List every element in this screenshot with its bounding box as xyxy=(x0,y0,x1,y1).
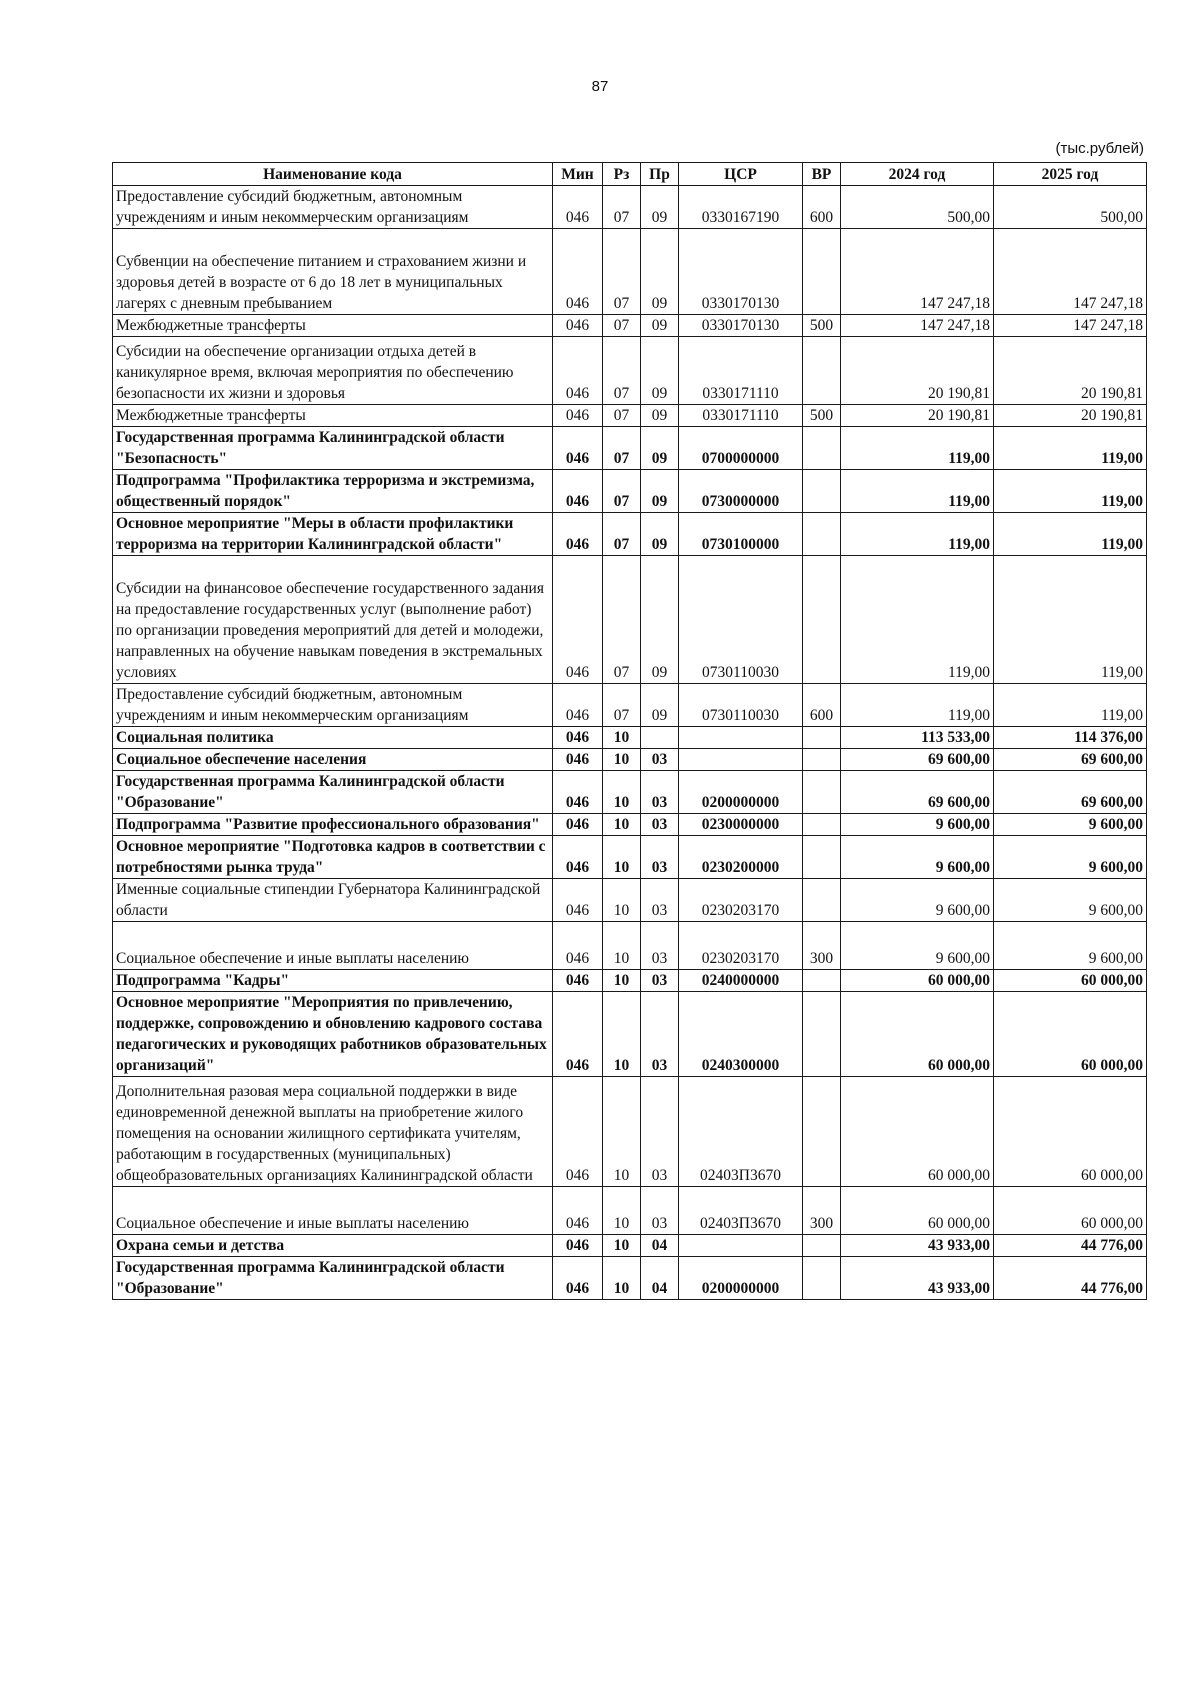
cell-pr: 09 xyxy=(641,337,679,405)
cell-vr xyxy=(803,1257,841,1300)
cell-2025: 119,00 xyxy=(994,556,1147,684)
cell-pr: 09 xyxy=(641,556,679,684)
cell-name: Подпрограмма "Развитие профессионального образования" xyxy=(113,814,553,836)
cell-2024: 9 600,00 xyxy=(841,836,994,879)
cell-rz: 10 xyxy=(603,970,641,992)
cell-name: Основное мероприятие "Подготовка кадров в соответствии с потребностями рынка труда" xyxy=(113,836,553,879)
table-row xyxy=(113,229,1147,315)
cell-pr: 03 xyxy=(641,879,679,922)
cell-csr: 0230200000 xyxy=(679,836,803,879)
cell-min: 046 xyxy=(553,922,603,970)
cell-vr xyxy=(803,1235,841,1257)
cell-name: Основное мероприятие "Мероприятия по привлечению, поддержке, сопровождению и обновлению кадрового состава педагогических и руководящих работников образовательных организаций" xyxy=(113,992,553,1077)
cell-pr: 03 xyxy=(641,1077,679,1187)
cell-rz: 07 xyxy=(603,337,641,405)
table-row xyxy=(113,684,1147,727)
cell-min: 046 xyxy=(553,315,603,337)
table-row xyxy=(113,427,1147,470)
cell-csr: 0700000000 xyxy=(679,427,803,470)
table-row xyxy=(113,992,1147,1077)
cell-vr: 500 xyxy=(803,315,841,337)
cell-pr: 09 xyxy=(641,427,679,470)
cell-pr: 09 xyxy=(641,229,679,315)
cell-2024: 60 000,00 xyxy=(841,1187,994,1235)
cell-name: Подпрограмма "Профилактика терроризма и экстремизма, общественный порядок" xyxy=(113,470,553,513)
cell-2025: 44 776,00 xyxy=(994,1257,1147,1300)
cell-2024: 60 000,00 xyxy=(841,970,994,992)
cell-rz: 07 xyxy=(603,186,641,229)
cell-vr xyxy=(803,427,841,470)
header-name: Наименование кода xyxy=(113,163,553,186)
cell-rz: 10 xyxy=(603,1257,641,1300)
table-row xyxy=(113,749,1147,771)
table-row xyxy=(113,836,1147,879)
cell-min: 046 xyxy=(553,727,603,749)
cell-name: Социальное обеспечение и иные выплаты населению xyxy=(113,922,553,970)
table-row xyxy=(113,337,1147,405)
table-row xyxy=(113,1077,1147,1187)
table-row xyxy=(113,879,1147,922)
cell-csr: 0230203170 xyxy=(679,879,803,922)
header-2024: 2024 год xyxy=(841,163,994,186)
table-row xyxy=(113,970,1147,992)
cell-csr: 0200000000 xyxy=(679,771,803,814)
header-csr: ЦСР xyxy=(679,163,803,186)
cell-2025: 114 376,00 xyxy=(994,727,1147,749)
cell-2025: 60 000,00 xyxy=(994,1187,1147,1235)
cell-rz: 10 xyxy=(603,1077,641,1187)
cell-rz: 07 xyxy=(603,229,641,315)
header-min: Мин xyxy=(553,163,603,186)
cell-name: Основное мероприятие "Меры в области профилактики терроризма на территории Калининградской области" xyxy=(113,513,553,556)
cell-csr: 0730110030 xyxy=(679,684,803,727)
cell-2025: 119,00 xyxy=(994,684,1147,727)
cell-pr: 09 xyxy=(641,513,679,556)
table-row xyxy=(113,727,1147,749)
cell-name: Социальная политика xyxy=(113,727,553,749)
cell-2024: 9 600,00 xyxy=(841,922,994,970)
cell-2024: 9 600,00 xyxy=(841,814,994,836)
cell-rz: 10 xyxy=(603,992,641,1077)
cell-name: Социальное обеспечение населения xyxy=(113,749,553,771)
cell-pr: 09 xyxy=(641,315,679,337)
cell-csr: 0730000000 xyxy=(679,470,803,513)
cell-2025: 119,00 xyxy=(994,427,1147,470)
cell-2025: 60 000,00 xyxy=(994,1077,1147,1187)
cell-2024: 9 600,00 xyxy=(841,879,994,922)
cell-min: 046 xyxy=(553,229,603,315)
cell-vr: 600 xyxy=(803,186,841,229)
cell-min: 046 xyxy=(553,1187,603,1235)
cell-vr xyxy=(803,836,841,879)
cell-pr xyxy=(641,727,679,749)
table-row xyxy=(113,1257,1147,1300)
cell-min: 046 xyxy=(553,992,603,1077)
cell-min: 046 xyxy=(553,556,603,684)
cell-rz: 10 xyxy=(603,1187,641,1235)
cell-min: 046 xyxy=(553,1257,603,1300)
cell-2025: 60 000,00 xyxy=(994,992,1147,1077)
cell-name: Государственная программа Калининградской области "Безопасность" xyxy=(113,427,553,470)
cell-vr xyxy=(803,814,841,836)
cell-min: 046 xyxy=(553,186,603,229)
cell-min: 046 xyxy=(553,1077,603,1187)
table-row xyxy=(113,556,1147,684)
cell-vr xyxy=(803,749,841,771)
cell-min: 046 xyxy=(553,684,603,727)
cell-rz: 10 xyxy=(603,771,641,814)
cell-2025: 69 600,00 xyxy=(994,771,1147,814)
cell-pr: 03 xyxy=(641,992,679,1077)
cell-csr: 0230203170 xyxy=(679,922,803,970)
cell-min: 046 xyxy=(553,513,603,556)
cell-min: 046 xyxy=(553,749,603,771)
cell-vr xyxy=(803,1077,841,1187)
cell-csr xyxy=(679,1235,803,1257)
cell-2024: 69 600,00 xyxy=(841,749,994,771)
cell-2024: 119,00 xyxy=(841,513,994,556)
cell-rz: 07 xyxy=(603,684,641,727)
cell-min: 046 xyxy=(553,427,603,470)
cell-name: Государственная программа Калининградской области "Образование" xyxy=(113,1257,553,1300)
cell-min: 046 xyxy=(553,771,603,814)
cell-pr: 09 xyxy=(641,186,679,229)
cell-csr: 02403П3670 xyxy=(679,1187,803,1235)
cell-rz: 10 xyxy=(603,879,641,922)
cell-csr: 0730110030 xyxy=(679,556,803,684)
cell-csr: 0240000000 xyxy=(679,970,803,992)
cell-csr: 0200000000 xyxy=(679,1257,803,1300)
cell-pr: 03 xyxy=(641,771,679,814)
cell-2024: 69 600,00 xyxy=(841,771,994,814)
budget-table xyxy=(112,162,1147,1300)
cell-name: Социальное обеспечение и иные выплаты населению xyxy=(113,1187,553,1235)
cell-2024: 60 000,00 xyxy=(841,1077,994,1187)
cell-name: Подпрограмма "Кадры" xyxy=(113,970,553,992)
table-row xyxy=(113,1235,1147,1257)
cell-vr: 300 xyxy=(803,1187,841,1235)
cell-name: Предоставление субсидий бюджетным, автономным учреждениям и иным некоммерческим организациям xyxy=(113,186,553,229)
cell-2025: 9 600,00 xyxy=(994,836,1147,879)
cell-2024: 20 190,81 xyxy=(841,405,994,427)
cell-rz: 10 xyxy=(603,727,641,749)
cell-2024: 119,00 xyxy=(841,556,994,684)
cell-min: 046 xyxy=(553,405,603,427)
cell-rz: 07 xyxy=(603,315,641,337)
cell-pr: 03 xyxy=(641,836,679,879)
cell-csr: 0330171110 xyxy=(679,337,803,405)
cell-2025: 69 600,00 xyxy=(994,749,1147,771)
cell-2024: 147 247,18 xyxy=(841,315,994,337)
cell-rz: 10 xyxy=(603,922,641,970)
cell-2024: 20 190,81 xyxy=(841,337,994,405)
cell-2024: 147 247,18 xyxy=(841,229,994,315)
cell-rz: 07 xyxy=(603,513,641,556)
cell-name: Субсидии на финансовое обеспечение государственного задания на предоставление государственных услуг (выполнение работ) по организации проведения мероприятий для детей и молодежи, направленных на обучение навыкам поведения в экстремальных условиях xyxy=(113,556,553,684)
cell-csr: 02403П3670 xyxy=(679,1077,803,1187)
cell-rz: 07 xyxy=(603,470,641,513)
cell-2024: 119,00 xyxy=(841,427,994,470)
cell-vr xyxy=(803,771,841,814)
cell-csr: 0230000000 xyxy=(679,814,803,836)
units-label: (тыс.рублей) xyxy=(1055,140,1144,157)
cell-name: Предоставление субсидий бюджетным, автономным учреждениям и иным некоммерческим организациям xyxy=(113,684,553,727)
cell-min: 046 xyxy=(553,836,603,879)
cell-vr xyxy=(803,970,841,992)
table-row xyxy=(113,771,1147,814)
cell-2025: 60 000,00 xyxy=(994,970,1147,992)
cell-vr xyxy=(803,229,841,315)
cell-vr xyxy=(803,879,841,922)
cell-name: Межбюджетные трансферты xyxy=(113,315,553,337)
cell-name: Дополнительная разовая мера социальной поддержки в виде единовременной денежной выплаты на приобретение жилого помещения на основании жилищного сертификата учителям, работающим в государственных (муниципальных) общеобразовательных организациях Калининградской области xyxy=(113,1077,553,1187)
cell-pr: 09 xyxy=(641,470,679,513)
cell-rz: 10 xyxy=(603,749,641,771)
cell-2024: 113 533,00 xyxy=(841,727,994,749)
table-row xyxy=(113,513,1147,556)
cell-rz: 10 xyxy=(603,814,641,836)
cell-2024: 500,00 xyxy=(841,186,994,229)
cell-2025: 500,00 xyxy=(994,186,1147,229)
cell-2025: 119,00 xyxy=(994,513,1147,556)
header-rz: Рз xyxy=(603,163,641,186)
cell-csr: 0330170130 xyxy=(679,229,803,315)
cell-vr xyxy=(803,556,841,684)
cell-name: Государственная программа Калининградской области "Образование" xyxy=(113,771,553,814)
cell-2024: 119,00 xyxy=(841,684,994,727)
cell-min: 046 xyxy=(553,470,603,513)
header-pr: Пр xyxy=(641,163,679,186)
cell-vr xyxy=(803,727,841,749)
cell-csr: 0330171110 xyxy=(679,405,803,427)
cell-pr: 04 xyxy=(641,1257,679,1300)
cell-csr: 0330167190 xyxy=(679,186,803,229)
cell-vr xyxy=(803,337,841,405)
cell-pr: 09 xyxy=(641,684,679,727)
cell-2025: 20 190,81 xyxy=(994,337,1147,405)
cell-vr: 300 xyxy=(803,922,841,970)
cell-csr xyxy=(679,727,803,749)
cell-min: 046 xyxy=(553,337,603,405)
cell-2024: 43 933,00 xyxy=(841,1257,994,1300)
cell-2025: 9 600,00 xyxy=(994,879,1147,922)
cell-pr: 03 xyxy=(641,922,679,970)
header-2025: 2025 год xyxy=(994,163,1147,186)
cell-vr xyxy=(803,513,841,556)
cell-rz: 07 xyxy=(603,556,641,684)
cell-2025: 9 600,00 xyxy=(994,814,1147,836)
page-number: 87 xyxy=(591,78,609,95)
cell-vr xyxy=(803,470,841,513)
cell-2025: 119,00 xyxy=(994,470,1147,513)
cell-2025: 44 776,00 xyxy=(994,1235,1147,1257)
cell-csr xyxy=(679,749,803,771)
cell-2024: 43 933,00 xyxy=(841,1235,994,1257)
cell-csr: 0330170130 xyxy=(679,315,803,337)
cell-rz: 07 xyxy=(603,427,641,470)
cell-2024: 119,00 xyxy=(841,470,994,513)
table-row xyxy=(113,470,1147,513)
cell-pr: 03 xyxy=(641,749,679,771)
cell-name: Межбюджетные трансферты xyxy=(113,405,553,427)
cell-pr: 04 xyxy=(641,1235,679,1257)
cell-name: Охрана семьи и детства xyxy=(113,1235,553,1257)
cell-csr: 0240300000 xyxy=(679,992,803,1077)
header-vr: ВР xyxy=(803,163,841,186)
cell-name: Субвенции на обеспечение питанием и страхованием жизни и здоровья детей в возрасте от 6 до 18 лет в муниципальных лагерях с дневным пребыванием xyxy=(113,229,553,315)
cell-pr: 03 xyxy=(641,814,679,836)
table-row xyxy=(113,315,1147,337)
cell-min: 046 xyxy=(553,1235,603,1257)
cell-rz: 10 xyxy=(603,836,641,879)
cell-name: Субсидии на обеспечение организации отдыха детей в каникулярное время, включая мероприятия по обеспечению безопасности их жизни и здоровья xyxy=(113,337,553,405)
cell-csr: 0730100000 xyxy=(679,513,803,556)
cell-2025: 147 247,18 xyxy=(994,229,1147,315)
table-row xyxy=(113,922,1147,970)
table-body xyxy=(113,186,1147,1300)
cell-vr: 600 xyxy=(803,684,841,727)
cell-pr: 09 xyxy=(641,405,679,427)
table-row xyxy=(113,1187,1147,1235)
table-row xyxy=(113,405,1147,427)
cell-pr: 03 xyxy=(641,1187,679,1235)
table-header-row xyxy=(113,163,1147,186)
cell-rz: 10 xyxy=(603,1235,641,1257)
cell-2025: 9 600,00 xyxy=(994,922,1147,970)
cell-pr: 03 xyxy=(641,970,679,992)
cell-vr: 500 xyxy=(803,405,841,427)
cell-name: Именные социальные стипендии Губернатора Калининградской области xyxy=(113,879,553,922)
cell-2024: 60 000,00 xyxy=(841,992,994,1077)
cell-rz: 07 xyxy=(603,405,641,427)
table-row xyxy=(113,186,1147,229)
cell-2025: 147 247,18 xyxy=(994,315,1147,337)
table-row xyxy=(113,814,1147,836)
cell-vr xyxy=(803,992,841,1077)
cell-min: 046 xyxy=(553,814,603,836)
cell-min: 046 xyxy=(553,970,603,992)
cell-min: 046 xyxy=(553,879,603,922)
cell-2025: 20 190,81 xyxy=(994,405,1147,427)
